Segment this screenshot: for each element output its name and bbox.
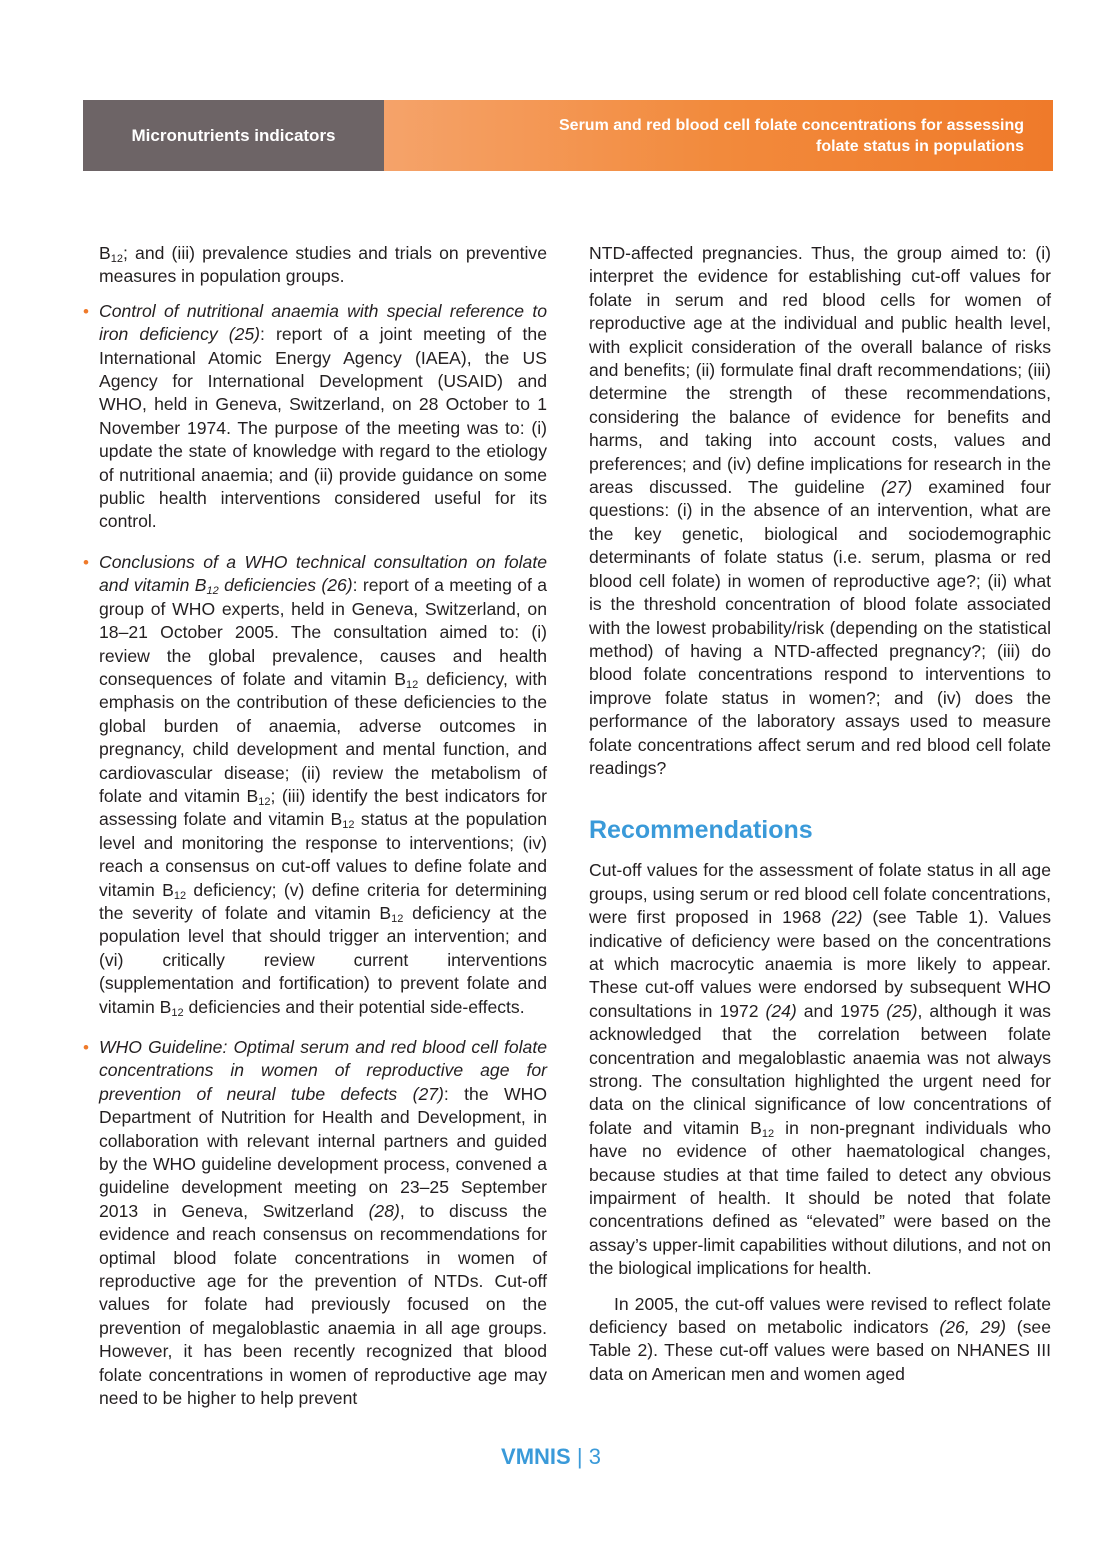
list-item: • Control of nutritional anaemia with special reference to iron deficiency (25): report of a joint meeting of the International Atomic Energy Agency (IAEA), the US Agency for International Development (USAID) and WHO, held in Geneva, Switzerland, on 28 October to 1 November 1974. The purpose of the meeting was to: (i) update the state of knowledge with regard to the etiology of nutritional anaemia; and (ii) provide guidance on some public health interventions considered useful for its control. (83, 300, 547, 532)
reference-title: Conclusions of a WHO technical consultation on folate and vitamin $B_{12}$ deficiencies (26) (99, 551, 547, 598)
page-footer (0, 1444, 1102, 1470)
intro-paragraph: $B_{12}$; and (iii) prevalence studies and trials on preventive measures in population groups. (99, 243, 547, 287)
body-paragraph: Cut-off values for the assessment of folate status in all age groups, using serum or red blood cell folate concentrations, were first proposed in 1968 (22) (see Table 1). Values indicative of deficiency were based on the concentrations at which macrocytic anaemia is more likely to appear. These cut-off values were endorsed by subsequent WHO consultations in 1972 (24) and 1975 (25), although it was acknowledged that the correlation between folate concentration and megaloblastic anaemia was not always strong. The consultation highlighted the urgent need for data on the clinical significance of low concentrations of folate and vitamin $B_{12}$ in non-pregnant individuals who have no evidence of other haematological changes, because studies at that time failed to detect any obvious impairment of health. It should be noted that folate concentrations defined as “elevated” were based on the assay’s upper-limit capabilities without dilutions, and not on the biological implications for health. (589, 860, 1051, 1279)
body-paragraph: In 2005, the cut-off values were revised to reflect folate deficiency based on metabolic indicators (26, 29) (see Table 2). These cut-off values were based on NHANES III data on American men and women aged (589, 1293, 1051, 1384)
reference-title: Control of nutritional anaemia with special reference to iron deficiency (25) (99, 300, 547, 345)
right-column (589, 242, 1051, 1386)
page-number: 3 (588, 1444, 601, 1469)
document-title-line1: Serum and red blood cell folate concentrations for assessing (559, 116, 1024, 134)
list-item: • Conclusions of a WHO technical consultation on folate and vitamin $B_{12}$ deficiencies (26): report of a meeting of a group of WHO experts, held in Geneva, Switzerland, on 18–21 October 2005. The consultation aimed to: (i) review the global prevalence, causes and health consequences of folate and vitamin $B_{12}$ deficiency, with emphasis on the contribution of these deficiencies to the global burden of anaemia, adverse outcomes in pregnancy, child development and mental function, and cardiovascular disease; (ii) review the metabolism of folate and vitamin $B_{12}$; (iii) identify the best indicators for assessing folate and vitamin $B_{12}$ status at the population level and monitoring the response to interventions; (iv) reach a consensus on cut-off values to define folate and vitamin $B_{12}$ deficiency; (v) define criteria for determining the severity of folate and vitamin $B_{12}$ deficiency at the population level that should trigger an intervention; and (vi) critically review current interventions (supplementation and fortification) to prevent folate and vitamin $B_{12}$ deficiencies and their potential side-effects. (83, 551, 548, 1019)
document-title (384, 100, 1053, 171)
reference-title: WHO Guideline: Optimal serum and red blood cell folate concentrations in women of reproductive age for prevention of neural tube defects (27) (99, 1037, 547, 1104)
list-item: • WHO Guideline: Optimal serum and red blood cell folate concentrations in women of reproductive age for prevention of neural tube defects (27): the WHO Department of Nutrition for Health and Development, in collaboration with relevant internal partners and guided by the WHO guideline development process, convened a guideline development meeting on 23–25 September 2013 in Geneva, Switzerland (28), to discuss the evidence and reach consensus on recommendations for optimal blood folate concentrations in women of reproductive age for the prevention of NTDs. Cut-off values for folate had previously focused on the prevention of megaloblastic anaemia in all age groups. However, it has been recently recognized that blood folate concentrations in women of reproductive age may need to be higher to help prevent (83, 1037, 548, 1409)
body-paragraph: NTD-affected pregnancies. Thus, the group aimed to: (i) interpret the evidence for establishing cut-off values for folate in serum and red blood cells for women of reproductive age at the individual and public health level, with explicit consideration of the overall balance of risks and benefits; (ii) formulate final draft recommendations; (iii) determine the strength of these recommendations, considering the balance of evidence for benefits and harms, and taking into account costs, values and preferences; and (iv) define implications for research in the areas discussed. The guideline (27) examined four questions: (i) in the absence of an intervention, what are the key genetic, biological and sociodemographic determinants of folate status (i.e. serum, plasma or red blood cell folate) in women of reproductive age?; (ii) what is the threshold concentration of blood folate associated with the lowest probability/risk (depending on the statistical method) of having a NTD-affected pregnancy?; (iii) do blood folate concentrations respond to interventions to improve folate status in women?; and (iv) does the performance of the laboratory assays used to measure folate concentrations affect serum and red blood cell folate readings? (589, 243, 1051, 778)
bullet-icon: • (83, 301, 89, 321)
bullet-icon: • (83, 1038, 89, 1057)
document-title-line2: folate status in populations (815, 137, 1024, 155)
footer-separator: | (570, 1444, 589, 1469)
bullet-icon: • (83, 552, 89, 572)
left-column (83, 242, 548, 1411)
section-title: Micronutrients indicators (83, 100, 384, 171)
page-header (83, 100, 1053, 171)
footer-brand: VMNIS (501, 1444, 571, 1469)
section-heading: Recommendations (589, 816, 813, 845)
